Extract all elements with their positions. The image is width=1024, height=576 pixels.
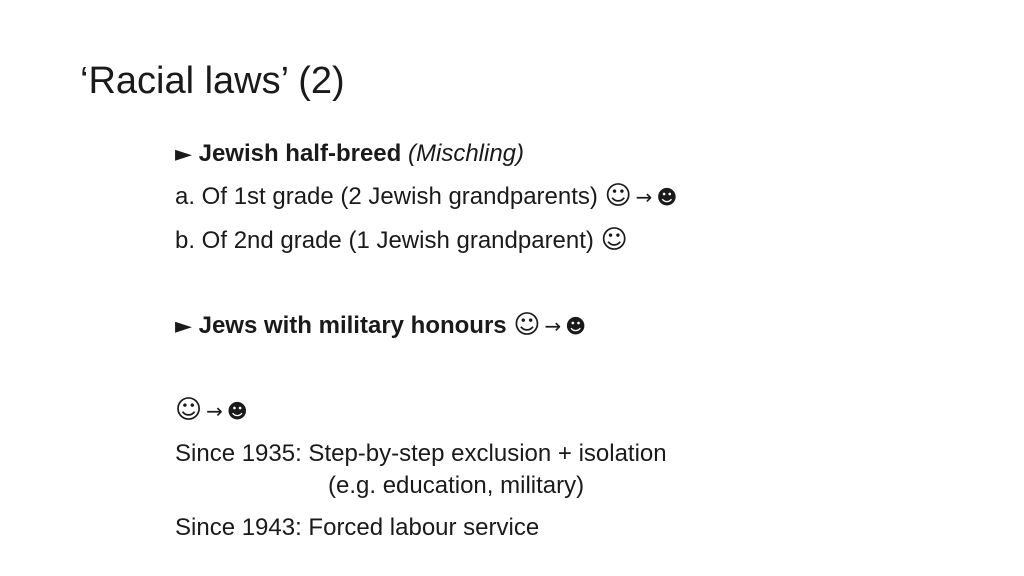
list-item-second-grade [175,224,628,257]
smiley-filled-icon: ☻ [656,185,678,209]
heading-military-honours: Jews with military honours [198,312,507,339]
arrow-right-icon: → [635,185,653,209]
since-1943-text: Since 1943: Forced labour service [175,514,540,541]
section-jewish-half-breed-heading [175,138,524,171]
list-item-first-grade [175,180,677,213]
heading-jewish-half-breed: Jewish half-breed [198,140,402,167]
since-1935-text: Since 1935: Step-by-step exclusion + isolation [175,440,667,467]
item-b-text: b. Of 2nd grade (1 Jewish grandparent) [175,227,594,254]
arrow-right-icon: → [206,399,223,423]
bullet-arrow-icon: ► [175,142,192,167]
smiley-open-icon: ☺ [600,225,628,255]
slide-title: ‘Racial laws’ (2) [80,60,345,102]
smiley-open-icon: ☺ [175,395,203,425]
smiley-filled-icon: ☻ [565,314,587,338]
smiley-open-icon: ☺ [604,181,632,211]
smiley-open-icon: ☺ [513,310,541,340]
bullet-arrow-icon: ► [175,314,192,339]
arrow-right-icon: → [544,314,562,338]
section-military-honours-heading [175,309,586,343]
smiley-filled-icon: ☻ [226,399,248,423]
symbol-transition-line [175,394,248,427]
heading-mischling: (Mischling) [408,140,525,167]
since-1935-block [175,438,667,502]
since-1935-examples: (e.g. education, military) [328,472,585,499]
item-a-text: a. Of 1st grade (2 Jewish grandparents) [175,183,598,210]
